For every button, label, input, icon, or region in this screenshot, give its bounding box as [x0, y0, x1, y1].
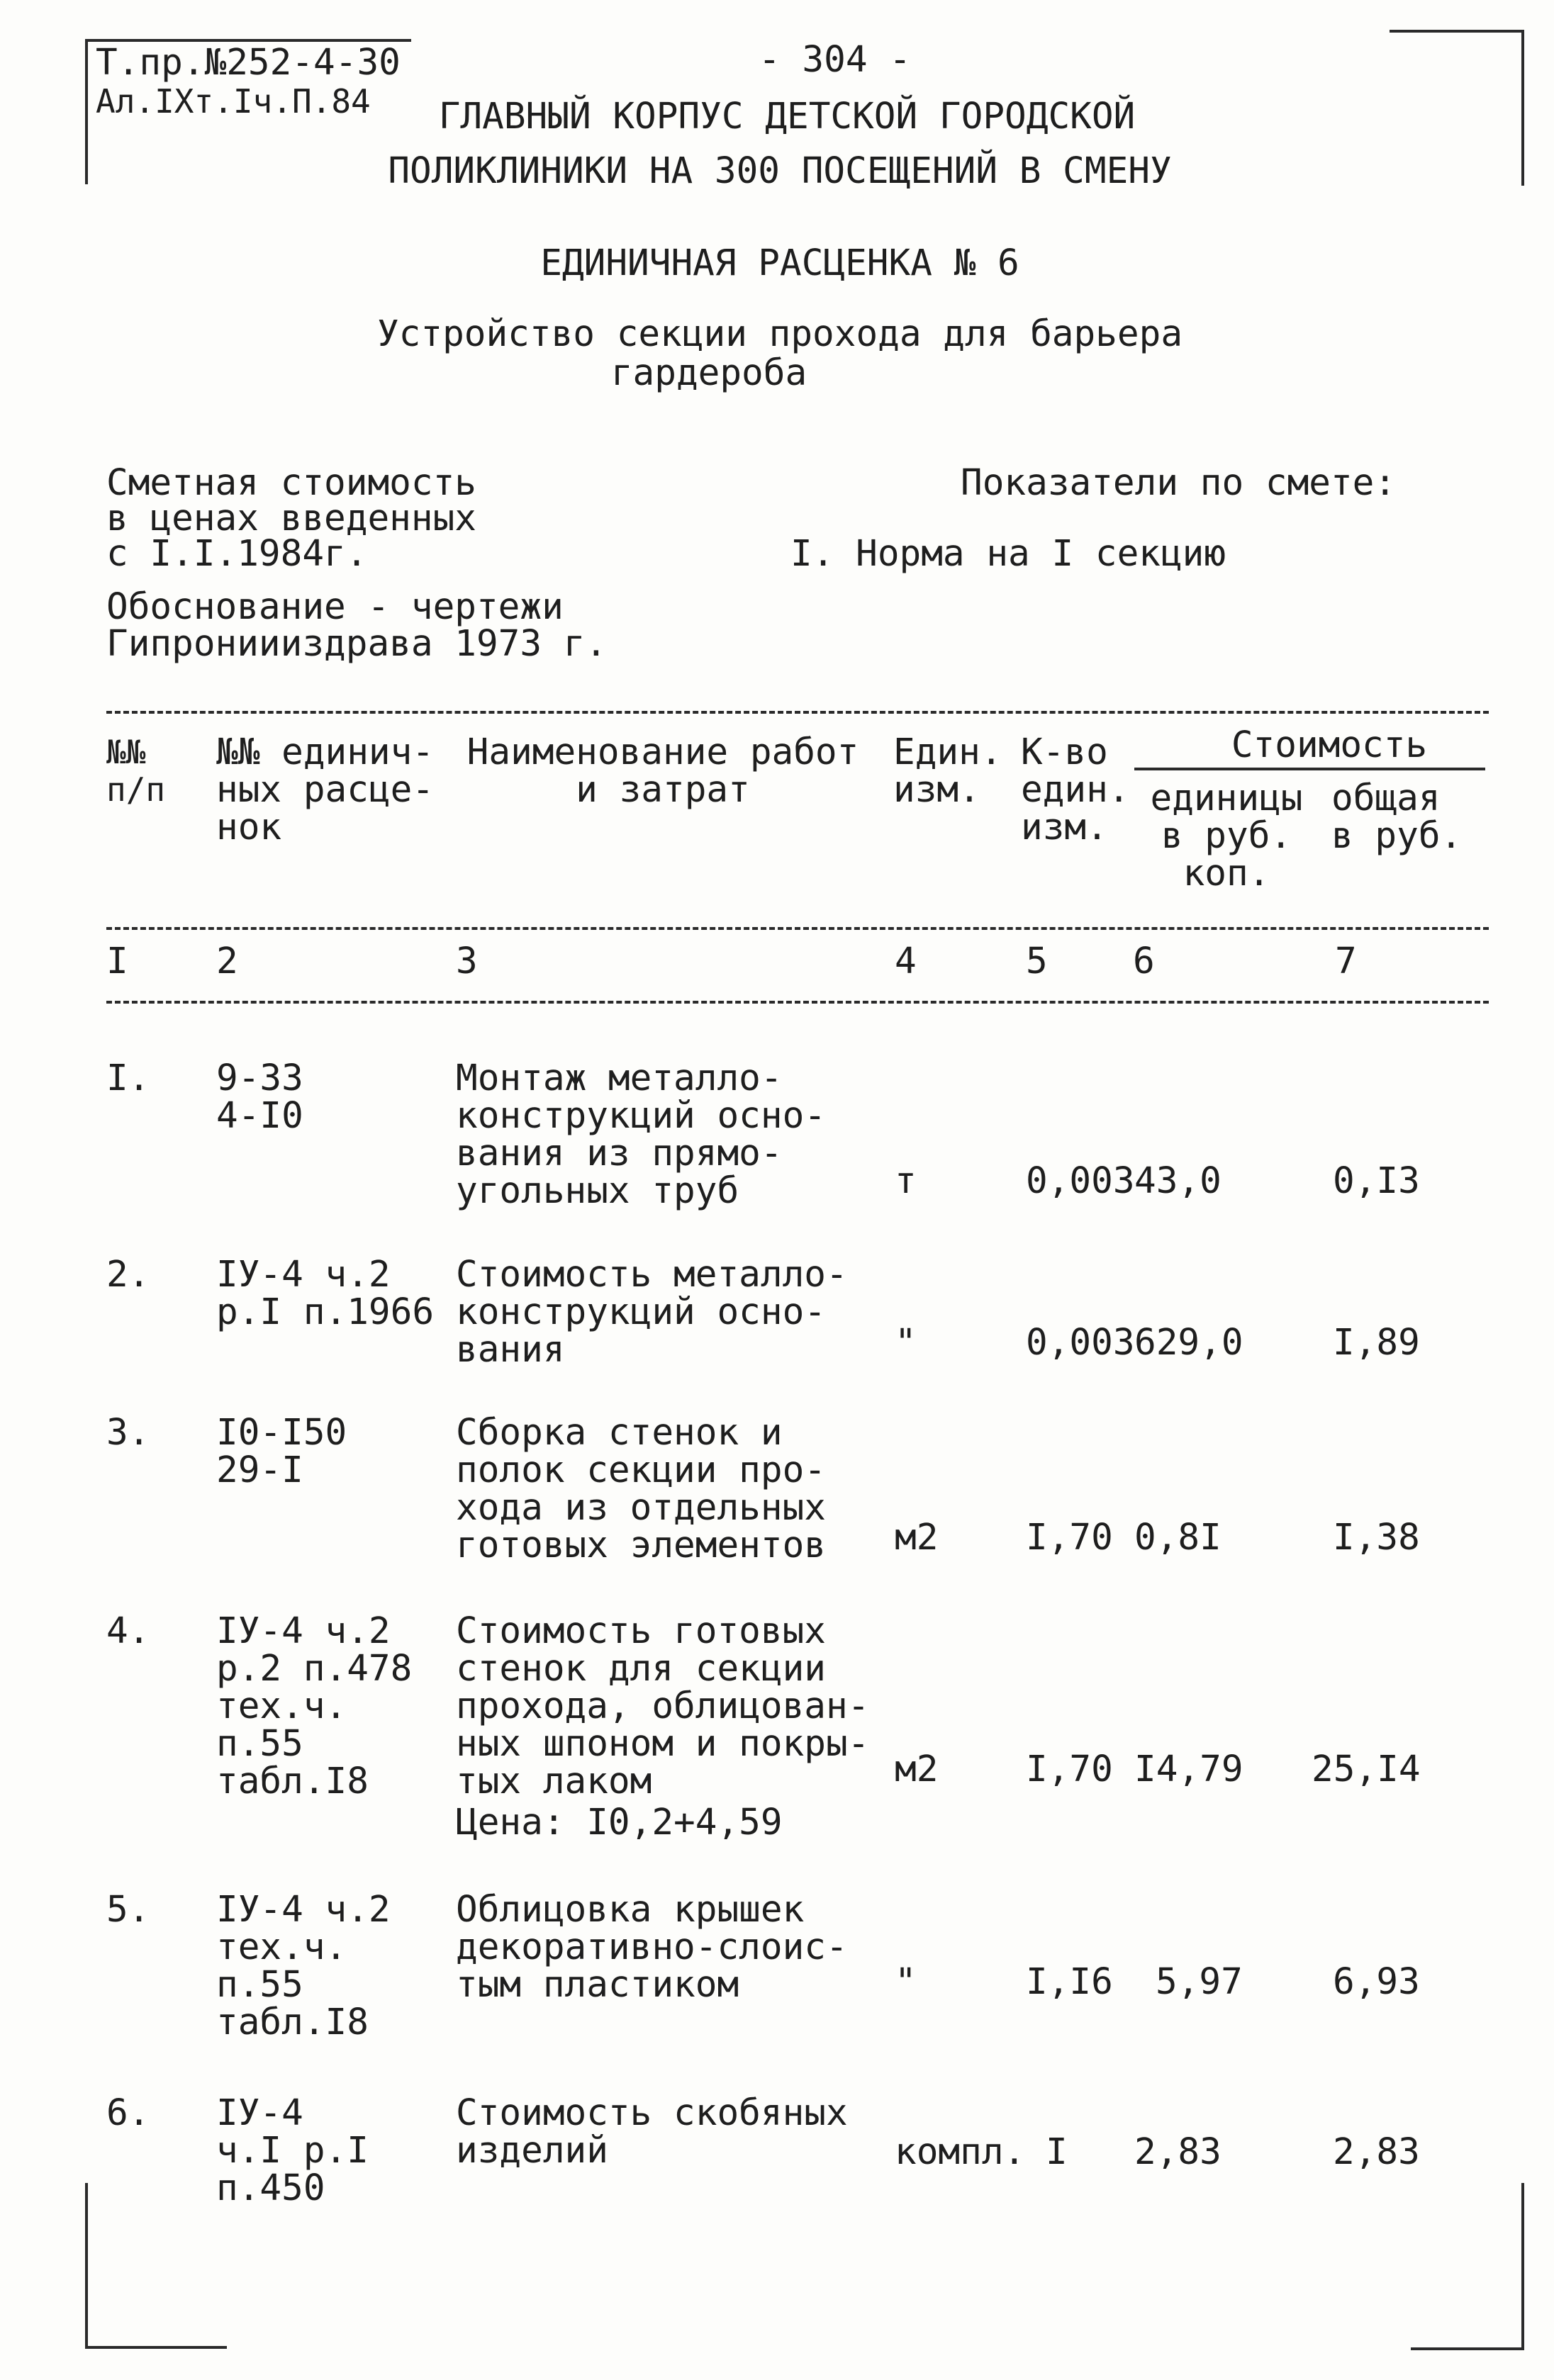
row-name: Стоимость готовых стенок для секции прохода, облицован- ных шпоном и покры- тых лаком [456, 1610, 870, 1802]
price-subject-line1: Устройство секции прохода для барьера [376, 313, 1183, 355]
row-name: Сборка стенок и полок секции про- хода из отдельных готовых элементов [456, 1412, 826, 1566]
row-total: 0,I3 [1333, 1160, 1420, 1202]
column-number-3: 3 [456, 941, 478, 982]
doc-code-line1: Т.пр.№252-4-30 [96, 42, 401, 84]
row-qty: I [1046, 2131, 1068, 2173]
header-cost-group: Стоимость [1231, 724, 1428, 766]
frame-top-right [1390, 30, 1524, 33]
frame-bottom-left [85, 2346, 227, 2349]
row-unit-price: 43,0 [1134, 1160, 1222, 1202]
row-code: 9-33 4-I0 [216, 1057, 303, 1137]
row-price-note: Цена: I0,2+4,59 [456, 1802, 783, 1843]
row-total: 25,I4 [1312, 1748, 1421, 1790]
cost-basis-line3: с I.I.1984г. [106, 533, 368, 575]
cost-basis-line1: Сметная стоимость [106, 462, 476, 504]
row-num: 2. [106, 1254, 150, 1296]
header-unit: Един. изм. [893, 731, 1002, 811]
basis-line2: Гипрониииздрава 1973 г. [106, 623, 608, 665]
header-name: Наименование работ и затрат [466, 731, 859, 811]
column-number-1: I [106, 941, 128, 982]
cost-basis-line2: в ценах введенных [106, 498, 476, 539]
row-code: I0-I50 29-I [216, 1412, 347, 1491]
row-unit: компл. [895, 2131, 1026, 2173]
row-qty: 0,003 [1026, 1160, 1135, 1202]
row-num: 3. [106, 1412, 150, 1454]
frame-right-bottom [1521, 2183, 1524, 2350]
row-code: IУ-4 ч.2 тех.ч. п.55 табл.I8 [216, 1889, 391, 2043]
row-name: Стоимость скобяных изделий [456, 2092, 848, 2172]
row-qty: 0,003 [1026, 1322, 1135, 1364]
price-heading: ЕДИНИЧНАЯ РАСЦЕНКА № 6 [540, 242, 1019, 284]
row-name: Монтаж металло- конструкций осно- вания из прямо- угольных труб [456, 1057, 826, 1212]
row-unit: т [895, 1160, 917, 1202]
page-title-line1: ГЛАВНЫЙ КОРПУС ДЕТСКОЙ ГОРОДСКОЙ [438, 96, 1136, 137]
frame-right-top [1521, 30, 1524, 186]
column-number-6: 6 [1133, 941, 1155, 982]
row-total: 6,93 [1333, 1961, 1420, 2003]
cost-group-underline [1134, 768, 1485, 770]
row-num: 5. [106, 1889, 150, 1931]
row-qty: I,70 [1026, 1748, 1113, 1790]
column-number-4: 4 [895, 941, 917, 982]
row-name: Облицовка крышек декоративно-слоис- тым пластиком [456, 1889, 848, 2006]
indicators-item: I. Норма на I секцию [790, 533, 1226, 575]
row-qty: I,I6 [1026, 1961, 1113, 2003]
row-unit-price: 5,97 [1156, 1961, 1243, 2003]
column-number-5: 5 [1026, 941, 1048, 982]
column-number-7: 7 [1335, 941, 1357, 982]
frame-left-top [85, 39, 88, 184]
table-rule-numbers-bottom [106, 1001, 1489, 1004]
header-code: №№ единич- ных расце- нок [216, 731, 435, 848]
row-unit: м2 [895, 1748, 939, 1790]
frame-left-bottom [85, 2183, 88, 2346]
price-subject-line2: гардероба [610, 352, 807, 394]
header-cost-total: общая в руб. [1331, 778, 1463, 857]
row-code: IУ-4 ч.2 р.2 п.478 тех.ч. п.55 табл.I8 [216, 1610, 413, 1802]
row-code: IУ-4 ч.2 р.I п.1966 [216, 1254, 435, 1333]
row-unit-price: 0,8I [1134, 1517, 1222, 1559]
indicators-title: Показатели по смете: [961, 462, 1397, 504]
header-num: №№ п/п [106, 733, 166, 809]
frame-bottom-right [1411, 2347, 1524, 2350]
row-total: I,38 [1333, 1517, 1420, 1559]
table-rule-top [106, 711, 1489, 714]
row-qty: I,70 [1026, 1517, 1113, 1559]
row-unit: " [895, 1961, 917, 2003]
row-num: I. [106, 1057, 150, 1099]
header-qty: К-во един. изм. [1021, 731, 1130, 848]
row-unit-price: 2,83 [1134, 2131, 1222, 2173]
row-unit: " [895, 1322, 917, 1364]
row-name: Стоимость металло- конструкций осно- вания [456, 1254, 848, 1371]
row-num: 6. [106, 2092, 150, 2134]
row-unit-price: 629,0 [1134, 1322, 1243, 1364]
page-number: - 304 - [759, 39, 911, 81]
row-total: 2,83 [1333, 2131, 1420, 2173]
basis-line1: Обоснование - чертежи [106, 586, 564, 628]
row-code: IУ-4 ч.I р.I п.450 [216, 2092, 369, 2209]
doc-code-line2: Ал.IXт.Iч.П.84 [96, 82, 371, 120]
row-num: 4. [106, 1610, 150, 1652]
row-unit-price: I4,79 [1134, 1748, 1243, 1790]
column-number-2: 2 [216, 941, 238, 982]
row-total: I,89 [1333, 1322, 1420, 1364]
table-rule-header-bottom [106, 927, 1489, 930]
header-cost-unit: единицы в руб. коп. [1150, 778, 1303, 894]
row-unit: м2 [895, 1517, 939, 1559]
page-title-line2: ПОЛИКЛИНИКИ НА 300 ПОСЕЩЕНИЙ В СМЕНУ [388, 150, 1172, 192]
